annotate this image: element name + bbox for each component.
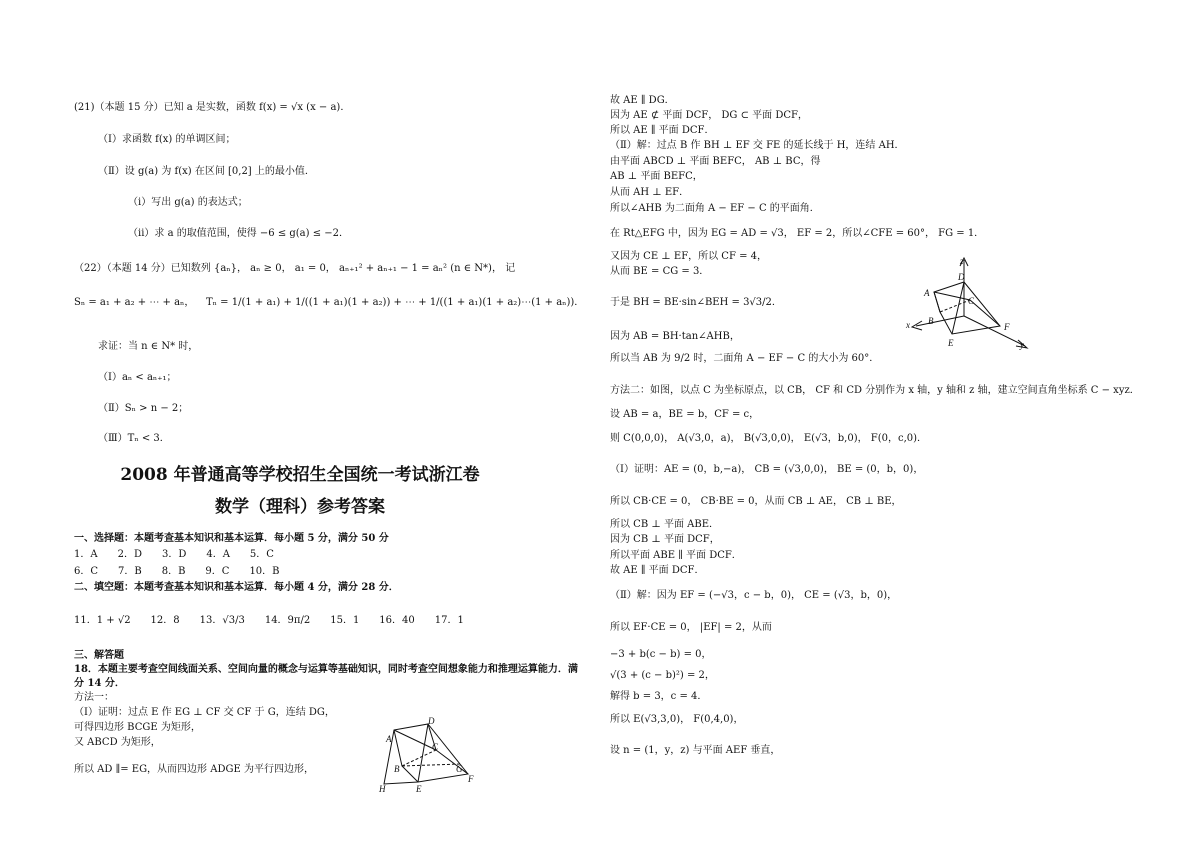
figure-solid-1	[372, 712, 482, 794]
sol-line: 因为 AE ⊄ 平面 DCF， DG ⊂ 平面 DCF，	[610, 110, 808, 121]
sol-line: 因为 CB ⊥ 平面 DCF，	[610, 534, 720, 545]
q22-sn: Sₙ = a₁ + a₂ + ⋯ + aₙ，	[74, 297, 195, 308]
fig2-label: B	[928, 316, 934, 326]
fig2-label: F	[1004, 322, 1010, 332]
sol-line: 由平面 ABCD ⊥ 平面 BEFC， AB ⊥ BC，得	[610, 156, 821, 167]
sol-line: 所以 EF·CE = 0， |EF| = 2，从而	[610, 622, 772, 633]
sol-line: AB ⊥ 平面 BEFC，	[610, 171, 703, 182]
q21-part1: （Ⅰ）求函数 f(x) 的单调区间；	[98, 134, 236, 145]
q18-step2: 可得四边形 BCGE 为矩形，	[74, 722, 201, 733]
answer-subtitle: 数学（理科）参考答案	[215, 497, 385, 517]
sol-line: 又因为 CE ⊥ EF，所以 CF = 4，	[610, 251, 767, 262]
q22-stem: （22）（本题 14 分）已知数列 {aₙ}， aₙ ≥ 0， a₁ = 0， aₙ₊₁² + aₙ₊₁ − 1 = aₙ² (n ∈ N*)， 记	[74, 263, 516, 274]
sol-line: 方法二：如图，以点 C 为坐标原点，以 CB， CF 和 CD 分别作为 x 轴，y 轴和 z 轴，建立空间直角坐标系 C − xyz．	[610, 385, 1140, 396]
method-one: 方法一：	[74, 692, 114, 703]
sol-line: −3 + b(c − b) = 0，	[610, 649, 712, 660]
section-solve: 三、解答题	[74, 650, 124, 661]
sol-line: 设 AB = a，BE = b，CF = c，	[610, 409, 760, 420]
q18-step1: （Ⅰ）证明：过点 E 作 EG ⊥ CF 交 CF 于 G，连结 DG，	[74, 707, 335, 718]
q21-stem: (21)（本题 15 分）已知 a 是实数，函数 f(x) = √x (x − a)．	[74, 102, 351, 113]
fig1-label: B	[394, 764, 400, 774]
section-choice: 一、选择题：本题考查基本知识和基本运算．每小题 5 分，满分 50 分	[74, 533, 389, 544]
fig1-label: E	[416, 784, 422, 794]
choice-answers-1: 1．A 2．D 3．D 4．A 5．C	[74, 549, 274, 560]
fig2-label: C	[968, 296, 975, 306]
sol-line: 从而 AH ⊥ EF．	[610, 187, 690, 198]
q22-ii: （Ⅱ）Sₙ > n − 2；	[98, 403, 189, 414]
sol-line: 故 AE ∥ 平面 DCF．	[610, 565, 705, 576]
fig2-label: y	[1020, 340, 1024, 350]
q21-part2: （Ⅱ）设 g(a) 为 f(x) 在区间 [0,2] 上的最小值．	[98, 166, 315, 177]
sol-line: 所以当 AB 为 9/2 时，二面角 A − EF − C 的大小为 60°．	[610, 353, 880, 364]
q18-step4: 所以 AD ∥= EG，从而四边形 ADGE 为平行四边形，	[74, 764, 314, 775]
sol-line: 所以 CB·CE = 0， CB·BE = 0，从而 CB ⊥ AE， CB ⊥ BE，	[610, 496, 902, 507]
answer-title: 2008 年普通高等学校招生全国统一考试浙江卷	[120, 465, 480, 485]
sol-line: 所以∠AHB 为二面角 A − EF − C 的平面角．	[610, 203, 820, 214]
sol-line: （Ⅱ）解：过点 B 作 BH ⊥ EF 交 FE 的延长线于 H，连结 AH．	[610, 140, 905, 151]
fig2-label: x	[906, 320, 910, 330]
sol-line: 所以 E(√3,3,0)， F(0,4,0)，	[610, 714, 744, 725]
fig2-label: A	[924, 288, 930, 298]
choice-answers-2: 6．C 7．B 8．B 9．C 10．B	[74, 566, 280, 577]
fig1-label: C	[432, 742, 439, 752]
fig1-label: A	[386, 734, 392, 744]
section-fill: 二、填空题：本题考查基本知识和基本运算．每小题 4 分，满分 28 分．	[74, 582, 399, 593]
q22-prove: 求证：当 n ∈ N* 时，	[98, 341, 199, 352]
sol-line: 在 Rt△EFG 中，因为 EG = AD = √3， EF = 2，所以∠CFE = 60°， FG = 1．	[610, 228, 985, 239]
sol-line: 故 AE ∥ DG．	[610, 95, 675, 106]
q22-tn: Tₙ = 1/(1 + a₁) + 1/((1 + a₁)(1 + a₂)) + ⋯ + 1/((1 + a₁)(1 + a₂)⋯(1 + aₙ))．	[206, 297, 585, 308]
fill-answers: 11．1 + √2 12．8 13．√3/3 14．9π/2 15．1 16．40 17．1	[74, 615, 464, 626]
fig1-label: F	[468, 774, 474, 784]
sol-line: 则 C(0,0,0)， A(√3,0，a)， B(√3,0,0)， E(√3，b,0)， F(0，c,0)．	[610, 433, 928, 444]
fig1-label: D	[428, 716, 435, 726]
sol-line: 因为 AB = BH·tan∠AHB，	[610, 331, 740, 342]
sol-line: 于是 BH = BE·sin∠BEH = 3√3/2．	[610, 297, 782, 308]
sol-line: 从而 BE = CG = 3．	[610, 266, 710, 277]
q21-part2-i: （i）写出 g(a) 的表达式；	[128, 197, 248, 208]
sol-line: 设 n = (1，y，z) 与平面 AEF 垂直，	[610, 745, 781, 756]
q22-i: （Ⅰ）aₙ < aₙ₊₁；	[98, 372, 177, 383]
q22-iii: （Ⅲ）Tₙ < 3．	[98, 433, 170, 444]
sol-line: （Ⅱ）解：因为 EF = (−√3，c − b，0)， CE = (√3，b，0)，	[610, 590, 898, 601]
q21-part2-ii: （ii）求 a 的取值范围，使得 −6 ≤ g(a) ≤ −2．	[128, 228, 350, 239]
sol-line: 所以 CB ⊥ 平面 ABE．	[610, 519, 719, 530]
sol-line: √(3 + (c − b)²) = 2，	[610, 670, 715, 681]
fig2-label: E	[948, 338, 954, 348]
fig2-label: z	[960, 256, 964, 266]
sol-line: 所以 AE ∥ 平面 DCF．	[610, 125, 715, 136]
q18-step3: 又 ABCD 为矩形，	[74, 737, 161, 748]
q18-header: 18．本题主要考查空间线面关系、空间向量的概念与运算等基础知识，同时考查空间想象能力和推理运算能力．满	[74, 664, 578, 675]
q18-header-cont: 分 14 分．	[74, 678, 125, 689]
fig1-label: H	[379, 784, 386, 794]
fig1-label: G	[456, 764, 463, 774]
sol-line: 解得 b = 3，c = 4．	[610, 691, 708, 702]
fig2-label: D	[958, 272, 965, 282]
sol-line: （Ⅰ）证明：AE = (0，b,−a)， CB = (√3,0,0)， BE = (0，b，0)，	[610, 464, 924, 475]
sol-line: 所以平面 ABE ∥ 平面 DCF．	[610, 550, 742, 561]
figure-coordinate-solid	[900, 256, 1035, 356]
